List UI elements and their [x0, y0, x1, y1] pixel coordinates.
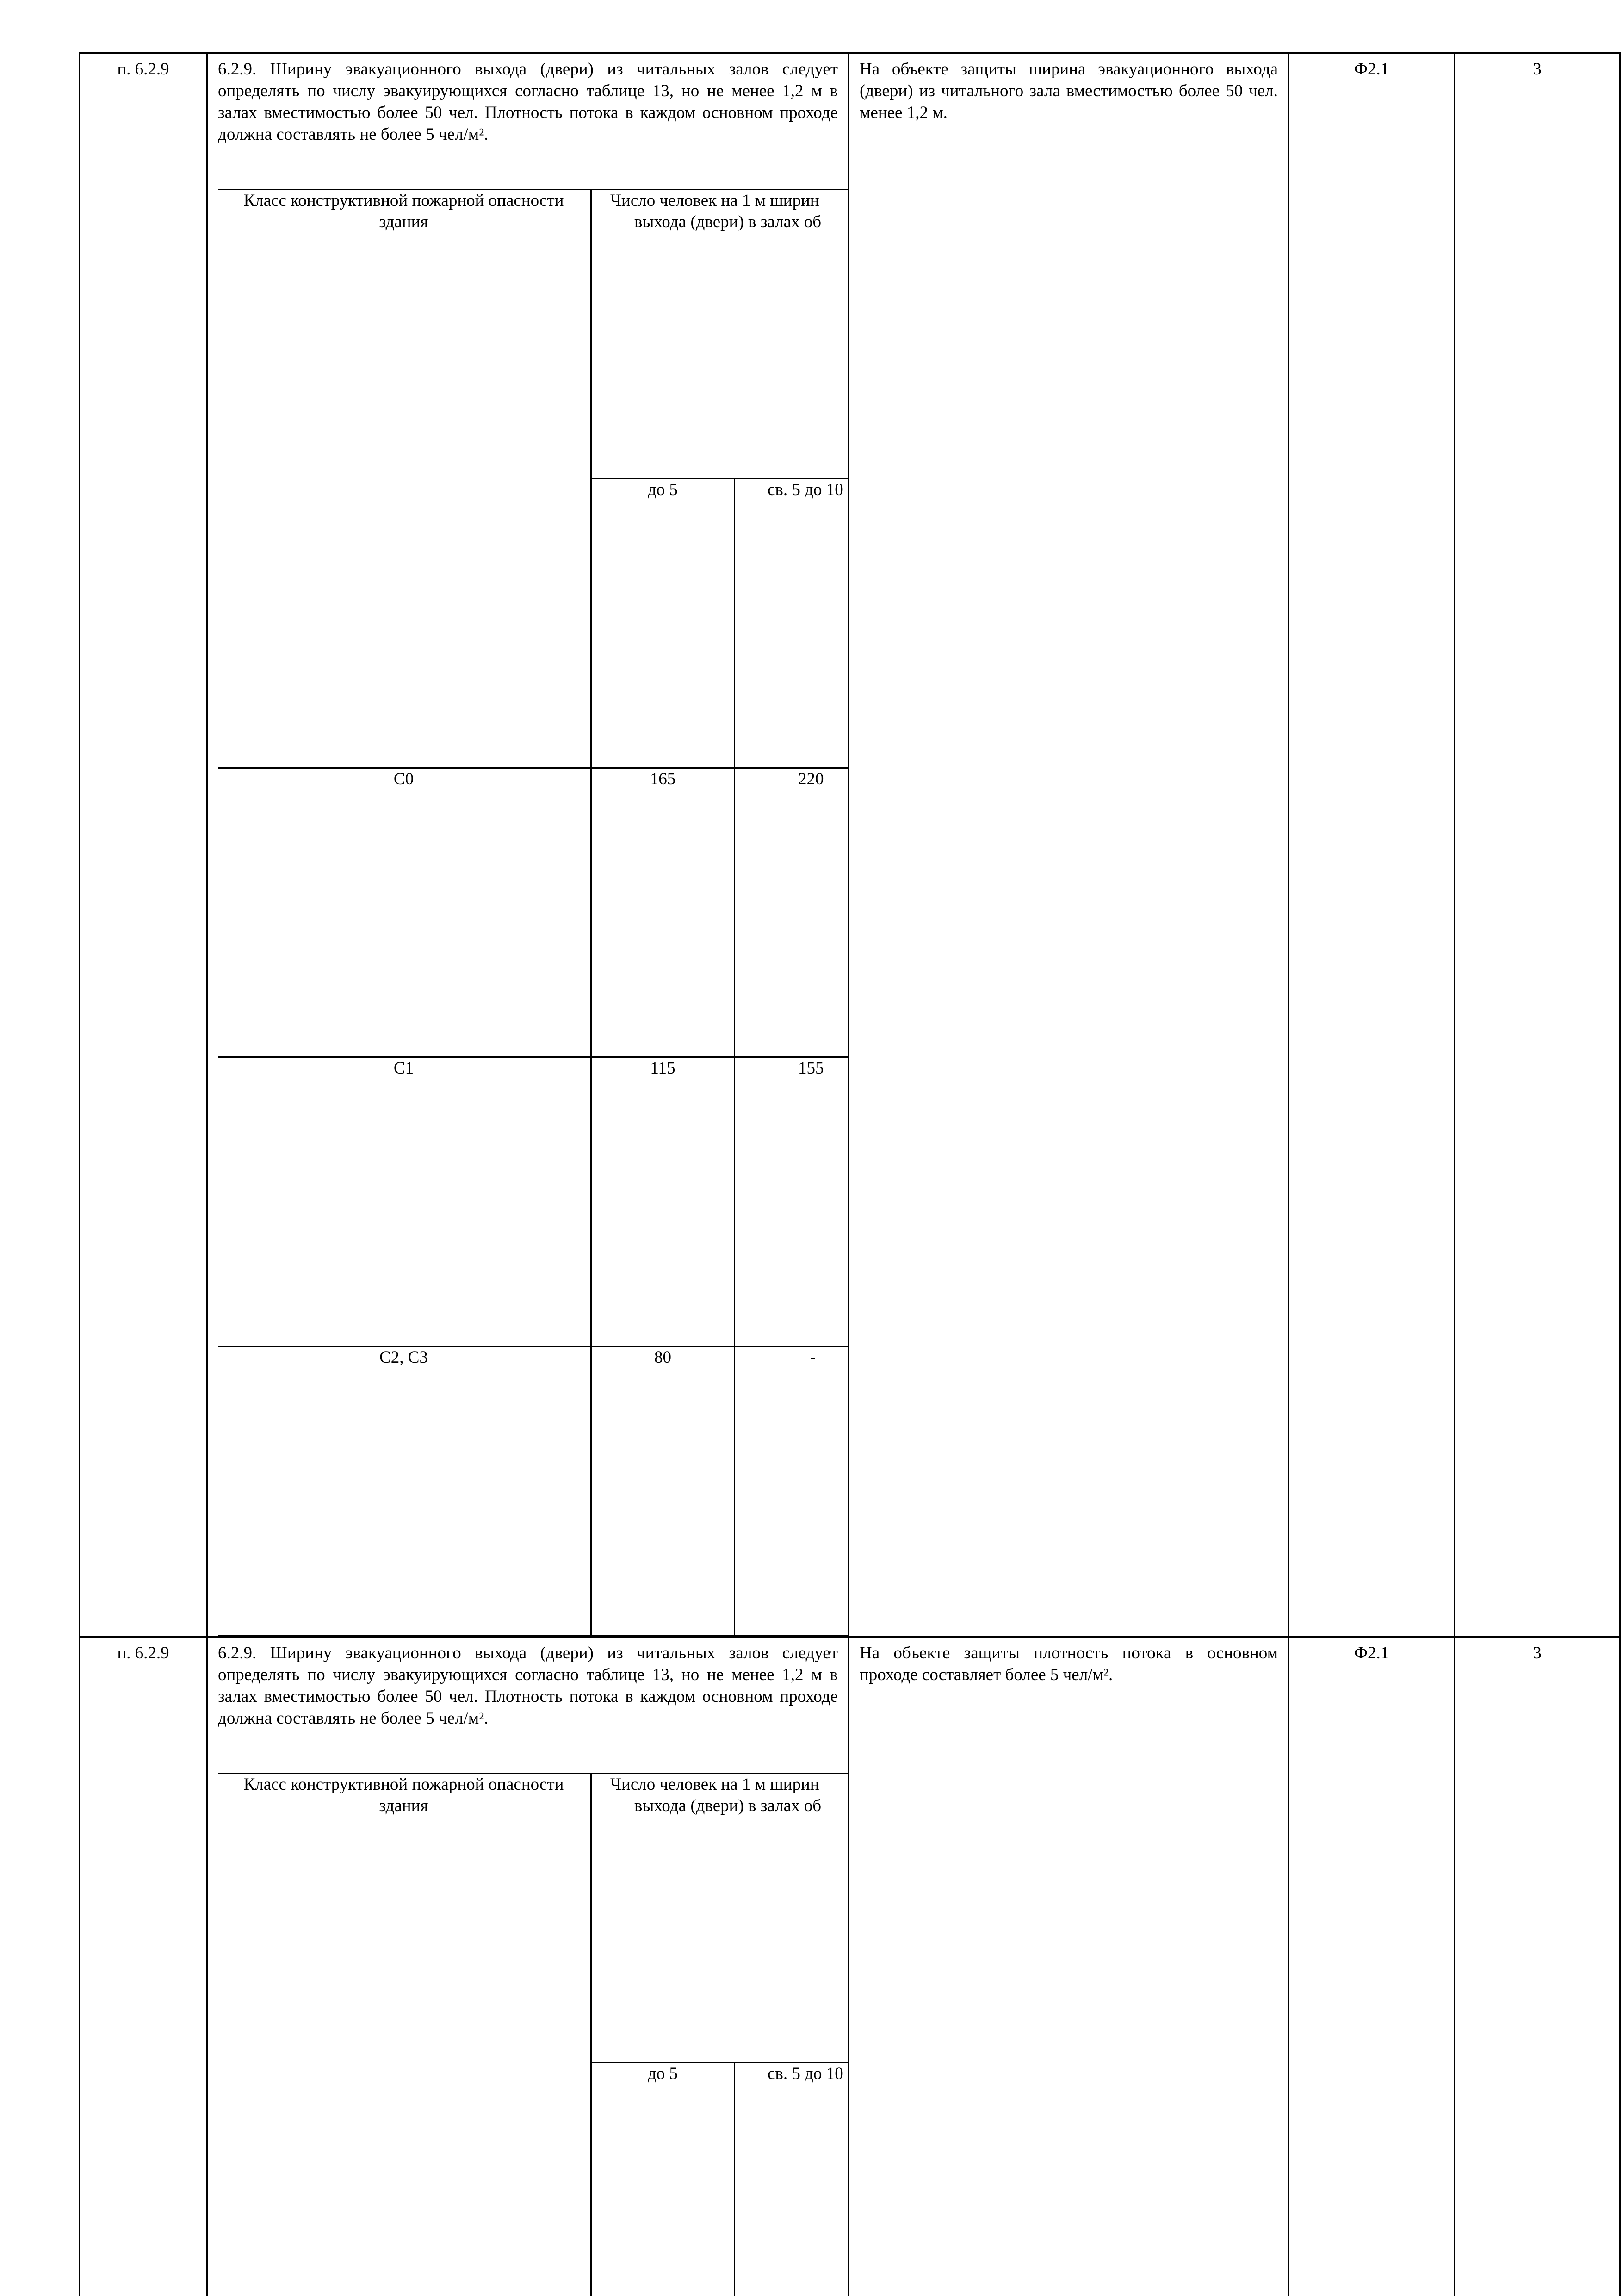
capacity-subtable-wrap [218, 1773, 848, 2296]
table-row [80, 53, 1620, 1637]
table-row [80, 1637, 1620, 2296]
document-sheet [79, 52, 1569, 2296]
subtable-value: 80 [591, 1347, 735, 1636]
class-cell: Ф2.1 [1289, 53, 1455, 1637]
subtable-header-class: Класс конструктивной пожарной опасности здания [218, 1774, 591, 2296]
subtable-value: 220 [735, 768, 849, 1057]
capacity-subtable [218, 1773, 848, 2296]
subtable-subheader-2: св. 5 до 10 [735, 2063, 849, 2296]
subtable-subheader-1: до 5 [591, 479, 735, 768]
count-cell: 3 [1455, 1637, 1620, 2296]
subtable-header-count [591, 1774, 849, 2063]
requirement-text: 6.2.9. Ширину эвакуационного выхода (двери) из читальных залов следует определять по числу эвакуирующихся согласно таблице 13, но не менее 1,2 м в залах вместимостью более 50 чел. Плотность потока в каждом основном проходе должна составлять не более 5 чел/м². [218, 58, 848, 145]
violation-cell: На объекте защиты ширина эвакуационного выхода (двери) из читального зала вместимостью более 50 чел. менее 1,2 м. [849, 53, 1289, 1637]
subtable-value: - [735, 1347, 849, 1636]
subtable-header-count-line2: выхода (двери) в залах об [610, 211, 848, 233]
requirement-cell [207, 1637, 849, 2296]
subtable-header-count-line1: Число человек на 1 м ширин [610, 190, 848, 211]
violation-cell: На объекте защиты плотность потока в основном проходе составляет более 5 чел/м². [849, 1637, 1289, 2296]
capacity-subtable-wrap [218, 189, 848, 1636]
subtable-subheader-2: св. 5 до 10 [735, 479, 849, 768]
subtable-header-count-line1: Число человек на 1 м ширин [610, 1774, 848, 1795]
subtable-header-row [218, 190, 848, 479]
point-cell: п. 6.2.9 [80, 53, 207, 1637]
subtable-class: С0 [218, 768, 591, 1057]
subtable-value: 115 [591, 1057, 735, 1347]
subtable-header-count-line2: выхода (двери) в залах об [610, 1795, 848, 1817]
subtable-row [218, 768, 848, 1057]
point-cell: п. 6.2.9 [80, 1637, 207, 2296]
subtable-value: 165 [591, 768, 735, 1057]
subtable-class: С1 [218, 1057, 591, 1347]
subtable-header-class: Класс конструктивной пожарной опасности здания [218, 190, 591, 768]
violations-table [79, 52, 1621, 2296]
subtable-row [218, 1347, 848, 1636]
subtable-header-count [591, 190, 849, 479]
subtable-value: 155 [735, 1057, 849, 1347]
subtable-row [218, 1057, 848, 1347]
count-cell: 3 [1455, 53, 1620, 1637]
subtable-class: С2, С3 [218, 1347, 591, 1636]
class-cell: Ф2.1 [1289, 1637, 1455, 2296]
subtable-subheader-1: до 5 [591, 2063, 735, 2296]
subtable-header-row [218, 1774, 848, 2063]
capacity-subtable [218, 189, 848, 1636]
requirement-cell [207, 53, 849, 1637]
requirement-text: 6.2.9. Ширину эвакуационного выхода (двери) из читальных залов следует определять по числу эвакуирующихся согласно таблице 13, но не менее 1,2 м в залах вместимостью более 50 чел. Плотность потока в каждом основном проходе должна составлять не более 5 чел/м². [218, 1642, 848, 1729]
